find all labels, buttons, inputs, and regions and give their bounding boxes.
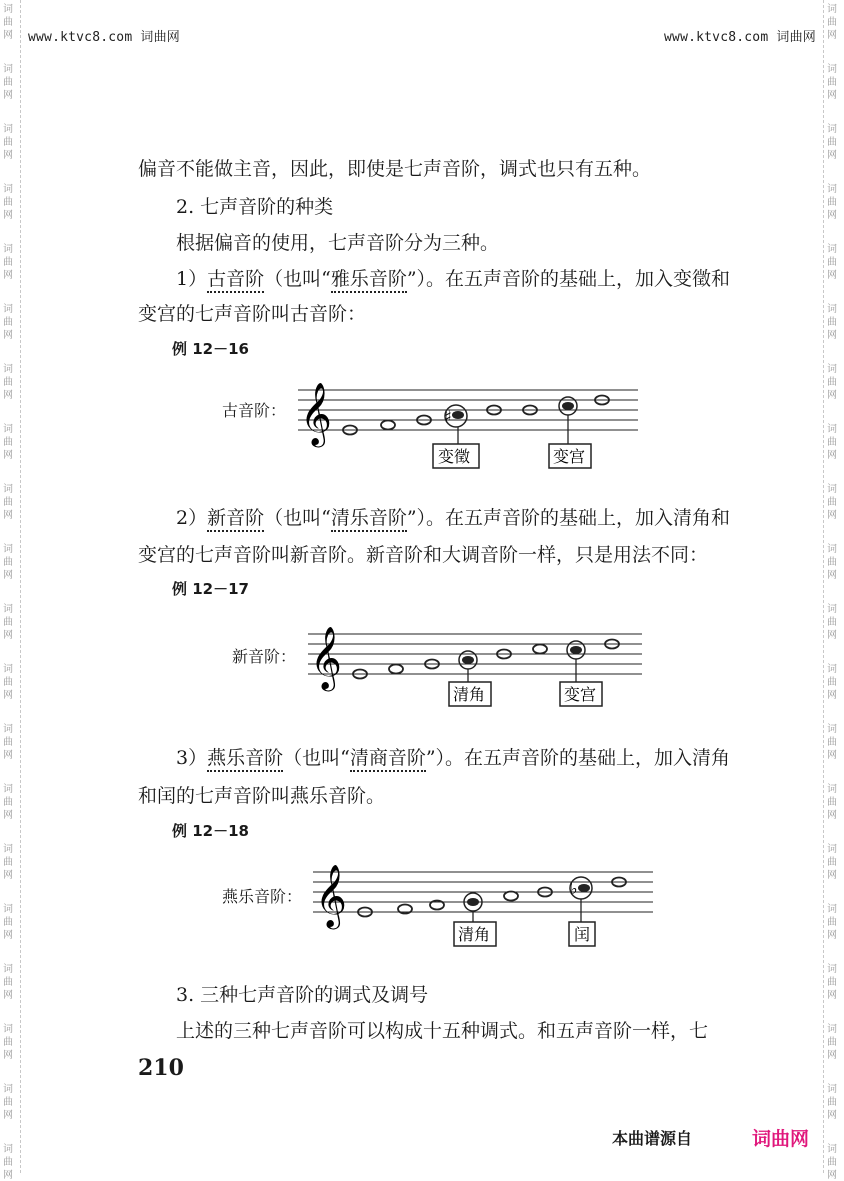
paragraph-3 — [176, 266, 786, 292]
side-watermark-glyph: 网 — [827, 30, 837, 41]
side-watermark-glyph: 词 — [3, 664, 13, 675]
side-watermark-glyph: 曲 — [3, 497, 13, 508]
item-prefix: 3） — [176, 747, 208, 769]
side-watermark-glyph: 词 — [827, 1084, 837, 1095]
paragraph-5 — [176, 745, 786, 771]
side-watermark-glyph: 曲 — [827, 377, 837, 388]
paragraph-5b: 和闰的七声音阶叫燕乐音阶。 — [138, 785, 386, 807]
side-watermark-glyph: 曲 — [3, 17, 13, 28]
side-watermark-glyph: 网 — [3, 510, 13, 521]
side-watermark-glyph: 网 — [827, 630, 837, 641]
staff-example-1 — [298, 380, 643, 475]
side-watermark-glyph: 网 — [827, 690, 837, 701]
side-watermark-glyph: 词 — [827, 964, 837, 975]
term-xin-scale: 新音阶 — [207, 507, 264, 532]
side-watermark-glyph: 曲 — [3, 617, 13, 628]
paragraph-6: 上述的三种七声音阶可以构成十五种调式。和五声音阶一样，七 — [176, 1020, 709, 1042]
side-watermark-glyph: 词 — [3, 1024, 13, 1035]
side-watermark-glyph: 词 — [827, 904, 837, 915]
side-watermark-glyph: 曲 — [827, 797, 837, 808]
side-watermark-glyph: 曲 — [3, 197, 13, 208]
side-watermark-glyph: 曲 — [827, 737, 837, 748]
side-watermark-glyph: 网 — [827, 870, 837, 881]
side-watermark-glyph: 网 — [3, 570, 13, 581]
side-watermark-glyph: 曲 — [3, 1097, 13, 1108]
side-watermark-glyph: 网 — [3, 330, 13, 341]
side-watermark-glyph: 网 — [827, 210, 837, 221]
side-watermark-glyph: 网 — [3, 90, 13, 101]
side-watermark-glyph: 词 — [827, 364, 837, 375]
side-watermark-glyph: 曲 — [827, 257, 837, 268]
side-watermark-glyph: 词 — [827, 124, 837, 135]
side-watermark-glyph: 词 — [3, 244, 13, 255]
right-margin-strip — [823, 0, 844, 1181]
side-watermark-glyph: 网 — [827, 750, 837, 761]
side-watermark-glyph: 网 — [3, 1050, 13, 1061]
paragraph-4 — [176, 505, 786, 531]
paragraph-5-rest: ”）。在五声音阶的基础上，加入清角 — [425, 747, 731, 769]
side-watermark-glyph: 曲 — [827, 1097, 837, 1108]
side-watermark-glyph: 曲 — [3, 257, 13, 268]
side-watermark-glyph: 曲 — [827, 677, 837, 688]
treble-clef-icon: 𝄞 — [300, 382, 332, 445]
side-watermark-glyph: 网 — [827, 150, 837, 161]
side-watermark-glyph: 曲 — [3, 917, 13, 928]
side-watermark-glyph: 网 — [3, 990, 13, 1001]
side-watermark-glyph: 网 — [827, 90, 837, 101]
side-watermark-glyph: 词 — [3, 544, 13, 555]
treble-clef-icon: 𝄞 — [310, 626, 342, 689]
side-watermark-glyph: 曲 — [827, 137, 837, 148]
side-watermark-glyph: 网 — [827, 930, 837, 941]
side-watermark-glyph: 词 — [827, 664, 837, 675]
scale-name-1: 古音阶： — [222, 401, 287, 420]
side-watermark-glyph: 网 — [827, 270, 837, 281]
side-watermark-glyph: 曲 — [3, 137, 13, 148]
side-watermark-glyph: 网 — [827, 450, 837, 461]
side-watermark-glyph: 词 — [827, 604, 837, 615]
side-watermark-glyph: 网 — [827, 1110, 837, 1121]
flat-accidental: ♭ — [570, 879, 578, 898]
side-watermark-glyph: 网 — [3, 270, 13, 281]
item-prefix: 2） — [176, 507, 208, 529]
side-watermark-glyph: 词 — [827, 424, 837, 435]
side-watermark-glyph: 曲 — [827, 317, 837, 328]
footer-source-text: 本曲谱源自 — [612, 1129, 693, 1148]
side-watermark-glyph: 曲 — [827, 557, 837, 568]
side-watermark-glyph: 词 — [3, 4, 13, 15]
side-watermark-glyph: 网 — [827, 1170, 837, 1181]
sharp-accidental: ♯ — [444, 407, 452, 426]
side-watermark-glyph: 网 — [827, 570, 837, 581]
side-watermark-glyph: 曲 — [827, 617, 837, 628]
side-watermark-glyph: 曲 — [827, 497, 837, 508]
side-watermark-glyph: 曲 — [827, 1157, 837, 1168]
side-watermark-glyph: 词 — [827, 724, 837, 735]
box-label-biangong: 变宫 — [553, 447, 586, 466]
side-watermark-glyph: 曲 — [827, 17, 837, 28]
side-watermark-glyph: 曲 — [3, 857, 13, 868]
side-watermark-glyph: 曲 — [827, 917, 837, 928]
box-label-run: 闰 — [574, 925, 591, 944]
side-watermark-glyph: 曲 — [3, 737, 13, 748]
left-margin-strip — [0, 0, 21, 1181]
side-watermark-glyph: 网 — [827, 810, 837, 821]
side-watermark-glyph: 词 — [3, 964, 13, 975]
box-label-qingjiao: 清角 — [453, 685, 486, 704]
side-watermark-glyph: 网 — [3, 1170, 13, 1181]
side-watermark-glyph: 曲 — [827, 1037, 837, 1048]
example-label-1: 例 12－16 — [172, 340, 249, 358]
box-label-bianzhi: 变徵 — [438, 447, 471, 466]
section-heading-3: 3. 三种七声音阶的调式及调号 — [176, 984, 429, 1006]
side-watermark-glyph: 词 — [827, 4, 837, 15]
side-watermark-glyph: 曲 — [3, 1037, 13, 1048]
side-watermark-glyph: 词 — [827, 304, 837, 315]
side-watermark-glyph: 词 — [3, 724, 13, 735]
paren-open: （也叫“ — [283, 747, 350, 769]
side-watermark-glyph: 词 — [3, 844, 13, 855]
paragraph-3-rest: ”）。在五声音阶的基础上，加入变徵和 — [406, 268, 731, 290]
term-yanyue-scale: 燕乐音阶 — [207, 747, 283, 772]
item-prefix: 1） — [176, 268, 208, 290]
side-watermark-glyph: 曲 — [3, 377, 13, 388]
footer-brand-link[interactable]: 词曲网 — [752, 1128, 810, 1150]
side-watermark-glyph: 词 — [3, 364, 13, 375]
section-heading-2: 2. 七声音阶的种类 — [176, 196, 334, 218]
side-watermark-glyph: 网 — [3, 930, 13, 941]
side-watermark-glyph: 曲 — [827, 437, 837, 448]
side-watermark-glyph: 网 — [827, 990, 837, 1001]
alias-qingshang: 清商音阶 — [350, 747, 426, 772]
side-watermark-glyph: 网 — [3, 210, 13, 221]
side-watermark-glyph: 曲 — [3, 977, 13, 988]
paragraph-2: 根据偏音的使用，七声音阶分为三种。 — [176, 232, 500, 254]
side-watermark-glyph: 词 — [827, 64, 837, 75]
example-label-3: 例 12－18 — [172, 822, 249, 840]
paragraph-3b: 变宫的七声音阶叫古音阶： — [138, 303, 367, 325]
paren-open: （也叫“ — [264, 268, 331, 290]
side-watermark-glyph: 词 — [827, 244, 837, 255]
paren-open: （也叫“ — [264, 507, 331, 529]
side-watermark-glyph: 网 — [3, 870, 13, 881]
side-watermark-glyph: 词 — [3, 124, 13, 135]
side-watermark-glyph: 曲 — [827, 977, 837, 988]
staff-example-2 — [308, 624, 653, 710]
side-watermark-glyph: 网 — [827, 330, 837, 341]
side-watermark-glyph: 词 — [3, 484, 13, 495]
box-label-qingjiao: 清角 — [458, 925, 491, 944]
page-number: 210 — [138, 1055, 184, 1081]
side-watermark-glyph: 曲 — [3, 317, 13, 328]
paragraph-4-rest: ”）。在五声音阶的基础上，加入清角和 — [406, 507, 731, 529]
side-watermark-glyph: 曲 — [827, 77, 837, 88]
side-watermark-glyph: 词 — [827, 1144, 837, 1155]
scale-name-2: 新音阶： — [232, 647, 297, 666]
side-watermark-glyph: 网 — [827, 510, 837, 521]
treble-clef-icon: 𝄞 — [315, 864, 347, 927]
side-watermark-glyph: 曲 — [3, 437, 13, 448]
side-watermark-glyph: 曲 — [3, 797, 13, 808]
side-watermark-glyph: 词 — [827, 544, 837, 555]
paragraph-4b: 变宫的七声音阶叫新音阶。新音阶和大调音阶一样，只是用法不同： — [138, 544, 709, 566]
side-watermark-glyph: 词 — [3, 184, 13, 195]
side-watermark-glyph: 词 — [3, 1084, 13, 1095]
side-watermark-glyph: 曲 — [827, 197, 837, 208]
side-watermark-glyph: 词 — [3, 304, 13, 315]
watermark-left: www.ktvc8.com 词曲网 — [28, 30, 180, 45]
side-watermark-glyph: 词 — [3, 424, 13, 435]
side-watermark-glyph: 网 — [3, 750, 13, 761]
side-watermark-glyph: 网 — [827, 1050, 837, 1061]
staff-example-3 — [313, 862, 658, 952]
side-watermark-glyph: 词 — [3, 1144, 13, 1155]
alias-yayue: 雅乐音阶 — [331, 268, 407, 293]
term-gu-scale: 古音阶 — [207, 268, 264, 293]
watermark-right: www.ktvc8.com 词曲网 — [664, 30, 816, 45]
side-watermark-glyph: 网 — [3, 450, 13, 461]
side-watermark-glyph: 曲 — [3, 1157, 13, 1168]
side-watermark-glyph: 词 — [827, 784, 837, 795]
side-watermark-glyph: 网 — [3, 390, 13, 401]
paragraph-1: 偏音不能做主音，因此，即使是七声音阶，调式也只有五种。 — [138, 158, 652, 180]
side-watermark-glyph: 网 — [827, 390, 837, 401]
side-watermark-glyph: 网 — [3, 630, 13, 641]
side-watermark-glyph: 曲 — [827, 857, 837, 868]
side-watermark-glyph: 词 — [827, 484, 837, 495]
side-watermark-glyph: 网 — [3, 150, 13, 161]
scale-name-3: 燕乐音阶： — [222, 887, 303, 906]
side-watermark-glyph: 词 — [3, 64, 13, 75]
side-watermark-glyph: 网 — [3, 1110, 13, 1121]
alias-qingyue: 清乐音阶 — [331, 507, 407, 532]
side-watermark-glyph: 曲 — [3, 557, 13, 568]
side-watermark-glyph: 曲 — [3, 677, 13, 688]
side-watermark-glyph: 曲 — [3, 77, 13, 88]
side-watermark-glyph: 词 — [827, 844, 837, 855]
example-label-2: 例 12－17 — [172, 580, 249, 598]
side-watermark-glyph: 词 — [827, 1024, 837, 1035]
side-watermark-glyph: 词 — [3, 904, 13, 915]
side-watermark-glyph: 词 — [3, 784, 13, 795]
box-label-biangong: 变宫 — [564, 685, 597, 704]
side-watermark-glyph: 网 — [3, 690, 13, 701]
side-watermark-glyph: 词 — [3, 604, 13, 615]
side-watermark-glyph: 网 — [3, 810, 13, 821]
side-watermark-glyph: 网 — [3, 30, 13, 41]
side-watermark-glyph: 词 — [827, 184, 837, 195]
